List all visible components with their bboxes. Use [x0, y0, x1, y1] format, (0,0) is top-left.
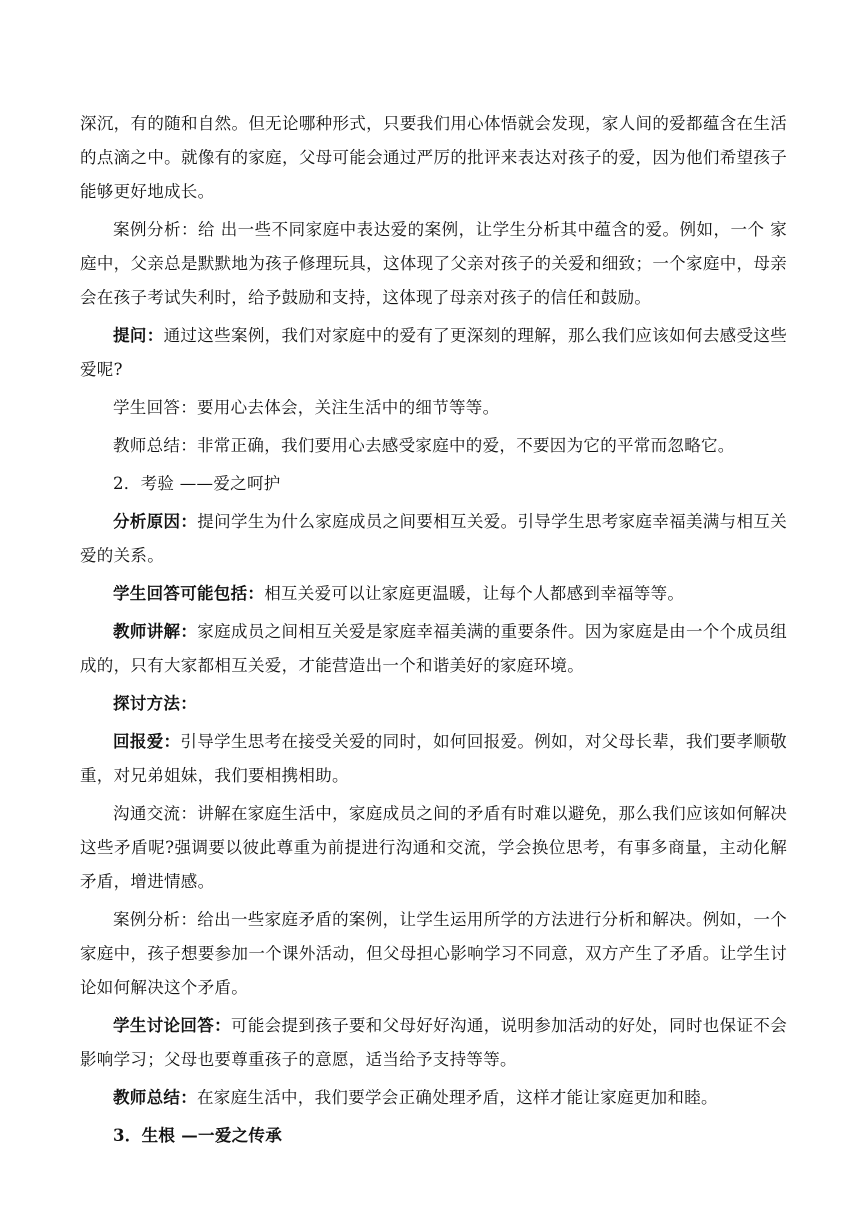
paragraph-lead: 探讨方法：	[113, 694, 197, 713]
paragraph-case-analysis-2	[80, 903, 787, 1005]
paragraph-text: 2．考验 ——爱之呵护	[113, 474, 281, 493]
paragraph-case-analysis	[80, 213, 787, 315]
paragraph-text: 提问学生为什么家庭成员之间要相互关爱。引导学生思考家庭幸福美满与相互关爱的关系。	[80, 512, 788, 565]
paragraph-student-answer	[80, 391, 787, 425]
paragraph-text: 沟通交流：讲解在家庭生活中，家庭成员之间的矛盾有时难以避免，那么我们应该如何解决这些矛盾呢?强调要以彼此尊重为前提进行沟通和交流，学会换位思考，有事多商量，主动化解矛盾，增进情感。	[80, 804, 787, 891]
paragraph-question	[80, 319, 787, 387]
paragraph-lead: 学生讨论回答：	[113, 1016, 231, 1035]
paragraph-continued	[80, 107, 787, 209]
paragraph-lead: 学生回答可能包括：	[113, 584, 265, 603]
paragraph-text: 案例分析：给 出一些不同家庭中表达爱的案例，让学生分析其中蕴含的爱。例如，一个 家庭中，父亲总是默默地为孩子修理玩具，这体现了父亲对孩子的关爱和细致；一个家庭中，母亲会在孩子考试失利时，给予鼓励和支持，这体现了母亲对孩子的信任和鼓励。	[80, 220, 787, 307]
paragraph-text: 案例分析：给出一些家庭矛盾的案例，让学生运用所学的方法进行分析和解决。例如，一个家庭中，孩子想要参加一个课外活动，但父母担心影响学习不同意，双方产生了矛盾。让学生讨论如何解决这个矛盾。	[80, 910, 787, 997]
paragraph-repay-love	[80, 725, 787, 793]
paragraph-text: 相互关爱可以让家庭更温暖，让每个人都感到幸福等等。	[264, 584, 685, 603]
paragraph-lead: 提问：	[113, 326, 164, 345]
paragraph-text: 可能会提到孩子要和父母好好沟通，说明参加活动的好处，同时也保证不会影响学习；父母也要尊重孩子的意愿，适当给予支持等等。	[80, 1016, 787, 1069]
section-heading-3	[80, 1119, 787, 1153]
paragraph-lead: 教师讲解：	[113, 622, 198, 641]
paragraph-lead: 分析原因：	[113, 512, 198, 531]
paragraph-lead: 3．生根 —一爱之传承	[113, 1126, 283, 1145]
paragraph-text: 教师总结：非常正确，我们要用心去感受家庭中的爱，不要因为它的平常而忽略它。	[113, 436, 735, 455]
paragraph-text: 在家庭生活中，我们要学会正确处理矛盾，这样才能让家庭更加和睦。	[197, 1088, 718, 1107]
paragraph-text: 通过这些案例，我们对家庭中的爱有了更深刻的理解，那么我们应该如何去感受这些爱呢?	[80, 326, 787, 379]
paragraph-text: 深沉，有的随和自然。但无论哪种形式，只要我们用心体悟就会发现，家人间的爱都蕴含在生活的点滴之中。就像有的家庭，父母可能会通过严厉的批评来表达对孩子的爱，因为他们希望孩子能够更好地成长。	[80, 114, 787, 201]
section-heading-2	[80, 467, 787, 501]
paragraph-teacher-summary	[80, 429, 787, 463]
paragraph-lead: 回报爱：	[113, 732, 181, 751]
paragraph-communication	[80, 797, 787, 899]
document-page	[80, 107, 787, 1157]
paragraph-student-discussion	[80, 1009, 787, 1077]
paragraph-analyze-reason	[80, 505, 787, 573]
paragraph-text: 家庭成员之间相互关爱是家庭幸福美满的重要条件。因为家庭是由一个个成员组成的，只有大家都相互关爱，才能营造出一个和谐美好的家庭环境。	[80, 622, 788, 675]
paragraph-teacher-summary-2	[80, 1081, 787, 1115]
paragraph-lead: 教师总结：	[113, 1088, 197, 1107]
paragraph-text: 引导学生思考在接受关爱的同时，如何回报爱。例如，对父母长辈，我们要孝顺敬重，对兄弟姐妹，我们要相携相助。	[80, 732, 787, 785]
paragraph-possible-answers	[80, 577, 787, 611]
paragraph-teacher-explain	[80, 615, 787, 683]
paragraph-discuss-methods	[80, 687, 787, 721]
paragraph-text: 学生回答：要用心去体会，关注生活中的细节等等。	[113, 398, 500, 417]
